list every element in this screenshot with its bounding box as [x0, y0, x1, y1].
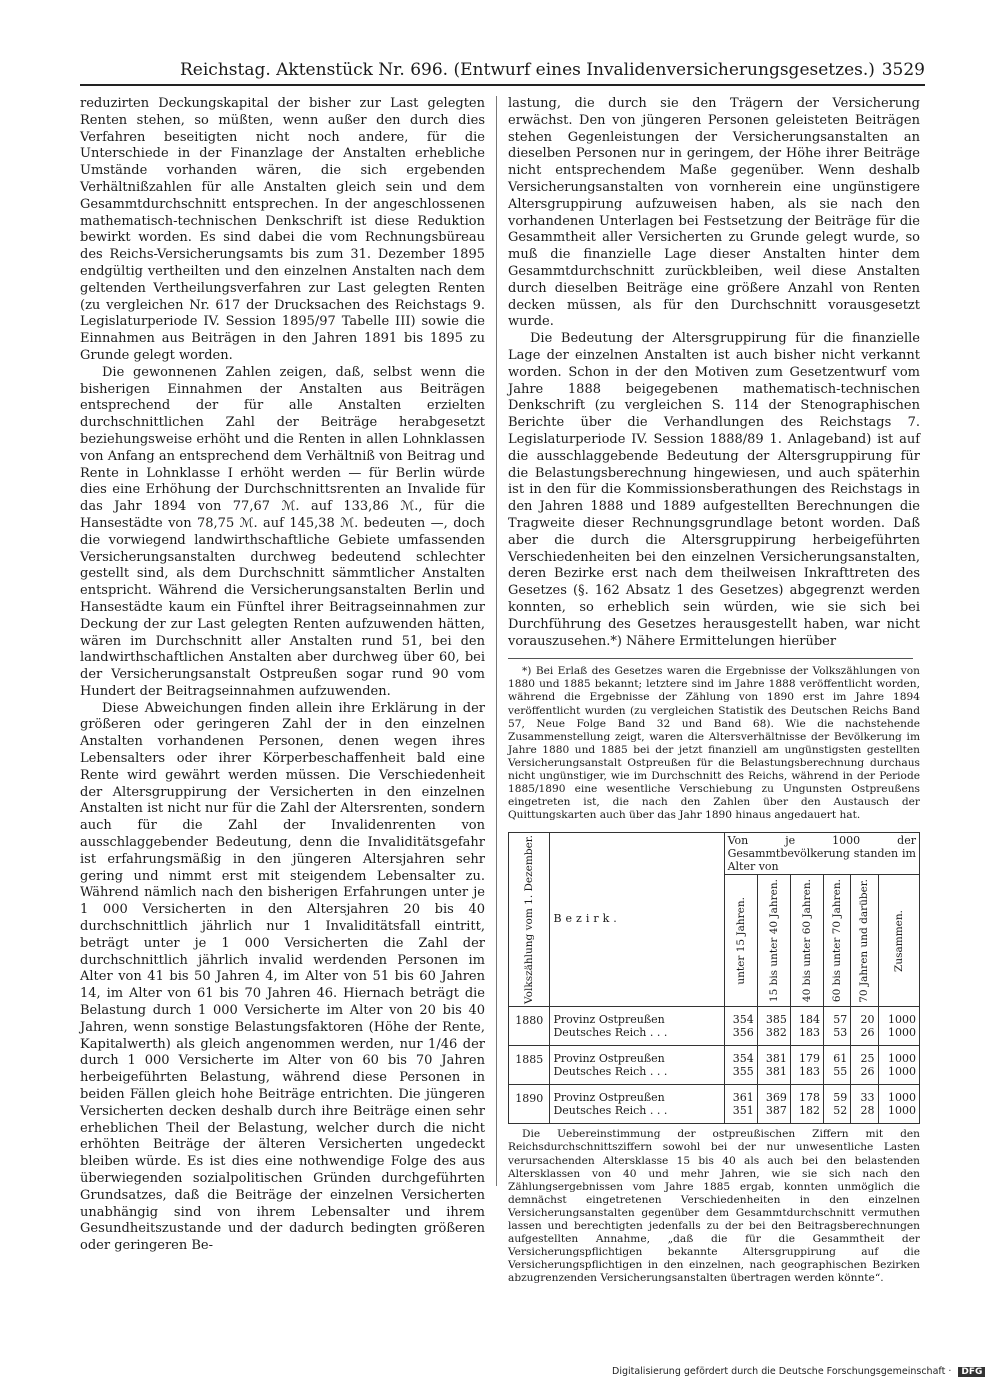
value-label: 25 [860, 1052, 875, 1066]
value-label: 178 [799, 1091, 821, 1105]
population-age-table [508, 832, 920, 1124]
table-cell-value [724, 1046, 757, 1085]
table-cell-value [757, 1007, 790, 1046]
table-header-age-3: 40 bis unter 60 Jahren. [790, 875, 823, 1007]
value-label: 1000 [888, 1052, 916, 1066]
table-cell-value [878, 1085, 920, 1124]
region-label: Provinz Ostpreußen [553, 1013, 665, 1027]
table-row [509, 1046, 920, 1085]
table-cell-value [724, 1007, 757, 1046]
value-label: 184 [799, 1013, 821, 1027]
table-cell-value [824, 1085, 851, 1124]
value-label: 179 [799, 1052, 821, 1066]
value-label: 55 [833, 1065, 848, 1079]
table-row [509, 1085, 920, 1124]
table-cell-value [824, 1046, 851, 1085]
value-label: 26 [860, 1065, 875, 1079]
value-label: 1000 [888, 1065, 916, 1079]
value-label: 57 [833, 1013, 848, 1027]
table-header-year: Volkszählung vom 1. Dezember. [509, 833, 550, 1007]
table-cell-year: 1890 [509, 1085, 550, 1124]
value-label: 351 [732, 1104, 754, 1118]
region-label: Deutsches Reich . . . [553, 1104, 668, 1118]
footnote-separator [508, 658, 913, 659]
left-paragraph-2: Die gewonnenen Zahlen zeigen, daß, selbst wenn die bisherigen Einnahmen der Anstalten aus Beiträgen entsprechend der für alle Anstalten erzielten durchschnittlichen Zahl der Beiträge herabgesetzt beziehungsweise erhöht und die Renten in allen Lohnklassen von Anfang an entsprechend dem Verhältniß von Beitrag und Rente in Lohnklasse I erhöht werden — für Berlin würde dies eine Erhöhung der Durchschnittsrenten an Invalide für das Jahr 1894 von 77,67 ℳ. auf 133,86 ℳ., für die Hansestädte von 78,75 ℳ. auf 145,38 ℳ. bedeuten —, doch die vorwiegend landwirthschaftliche Gebiete umfassenden Versicherungsanstalten durchweg bedeutend schlechter gestellt sind, als dem Durchschnitt sämmtlicher Anstalten entspricht. Während die Versicherungsanstalten Berlin und Hansestädte kaum ein Fünftel ihrer Beitragseinnahmen zur Deckung der zur Last gelegten Renten aufzuwenden hätten, wären im Durchschnitt aller Anstalten rund 51, bei den landwirthschaftlichen Anstalten aber durchweg über 60, bei der Versicherungsanstalt Ostpreußen sogar rund 90 vom Hundert der Beitragseinnahmen aufzuwenden. [80, 364, 485, 699]
credit-text: Digitalisierung gefördert durch die Deutsche Forschungsgemeinschaft · [612, 1366, 952, 1377]
table-cell-value [757, 1085, 790, 1124]
table-cell-value [790, 1085, 823, 1124]
value-label: 28 [860, 1104, 875, 1118]
table-cell-region [550, 1085, 724, 1124]
value-label: 183 [799, 1065, 821, 1079]
dfg-logo: DFG [958, 1367, 985, 1377]
table-cell-value [790, 1007, 823, 1046]
value-label: 53 [833, 1026, 848, 1040]
table-header-age-5: 70 Jahren und darüber. [851, 875, 878, 1007]
footnote-text: *) Bei Erlaß des Gesetzes waren die Ergebnisse der Volkszählungen von 1880 und 1885 bekannt; letztere sind im Jahre 1888 veröffentlicht worden, während die Ergebnisse der Zählung von 1890 erst im Jahre 1894 veröffentlicht wurden (zu vergleichen Statistik des Deutschen Reichs Band 57, Neue Folge Band 32 und Band 68). Wie die nachstehende Zusammenstellung zeigt, waren die Altersverhältnisse der Bevölkerung im Jahre 1880 und 1885 bei der jetzt finanziell am ungünstigsten gestellten Versicherungsanstalt Ostpreußen für die Belastungsberechnung durchaus nicht ungünstiger, wie im Durchschnitt des Reichs, während in der Periode 1885/1890 eine wesentliche Verschiebung zu Ungunsten Ostpreußens eingetreten ist, die nach den Zahlen über den Austausch der Quittungskarten auch über das Jahr 1890 hinaus angedauert hat. [508, 665, 920, 822]
table-cell-region [550, 1007, 724, 1046]
value-label: 361 [732, 1091, 754, 1105]
region-label: Deutsches Reich . . . [553, 1065, 668, 1079]
value-label: 59 [833, 1091, 848, 1105]
value-label: 183 [799, 1026, 821, 1040]
value-label: 1000 [888, 1091, 916, 1105]
footnote [508, 665, 920, 822]
table-cell-value [824, 1007, 851, 1046]
table-cell-value [878, 1046, 920, 1085]
value-label: 387 [765, 1104, 787, 1118]
value-label: 381 [765, 1065, 787, 1079]
left-paragraph-1: reduzirten Deckungskapital der bisher zur Last gelegten Renten stehen, so müßten, wenn außer den durch dies Verfahren beseitigten nicht noch andere, für die Unterschiede in der Finanzlage der Anstalten erhebliche Umstände vorhanden wären, die sich ergebenden Verhältnißzahlen für alle Anstalten gleich sein und dem Gesammtdurchschnitt entsprechen. In der angeschlossenen mathematisch-technischen Denkschrift ist diese Reduktion bewirkt worden. Es sind dabei die vom Rechnungsbüreau des Reichs-Versicherungsamts bis zum 31. Dezember 1895 endgültig vertheilten und den einzelnen Anstalten nach dem geltenden Vertheilungsverfahren zur Last gelegten Renten (zu vergleichen Nr. 617 der Drucksachen des Reichstags 9. Legislaturperiode IV. Session 1895/97 Tabelle III) sowie die Einnahmen aus Beiträgen in den Jahren 1891 bis 1895 zu Grunde gelegt worden. [80, 96, 485, 363]
value-label: 355 [732, 1065, 754, 1079]
right-paragraph-2: Die Bedeutung der Altersgruppirung für die finanzielle Lage der einzelnen Anstalten ist auch bisher nicht verkannt worden. Schon in der den Motiven zum Gesetzentwurf vom Jahre 1888 beigegebenen mathematisch-technischen Denkschrift (zu vergleichen S. 114 der Stenographischen Berichte über die Verhandlungen des Reichstags 7. Legislaturperiode IV. Session 1888/89 1. Anlageband) ist auf die ausschlaggebende Bedeutung der Altersgruppirung für die Belastungsberechnung hingewiesen, und auch späterhin ist in den für die Kommissionsberathungen des Reichstags in den Jahren 1888 und 1889 aufgestellten Berechnungen die Tragweite dieser Rechnungsgrundlage betont worden. Daß aber die durch die Altersgruppirung herbeigeführten Verschiedenheiten bei den einzelnen Versicherungsanstalten, deren Bezirke erst nach dem theilweisen Inkrafttreten des Gesetzes (§. 162 Absatz 1 des Gesetzes) abgegrenzt werden konnten, so erheblich sein würden, wie sie sich bei Durchführung des Gesetzes herausgestellt haben, war nicht vorauszusehen.*) Nähere Ermittelungen hierüber [508, 331, 920, 649]
table-note-text: Die Uebereinstimmung der ostpreußischen Ziffern mit den Reichsdurchschnittsziffern sowohl bei der nur unwesentliche Lasten verursachenden Altersklasse 15 bis 40 als auch bei den belastenden Altersklassen von 40 und mehr Jahren, wie sie sich nach den Zählungsergebnissen vom Jahre 1885 ergab, konnten unmöglich die demnächst eingetretenen Verschiedenheiten in den einzelnen Versicherungsanstalten gegenüber dem Gesammtdurchschnitt vermuthen lassen und berechtigten jedenfalls zu der bei den Beitragsberechnungen aufgestellten Annahme, „daß die für die Gesammtheit der Versicherungspflichtigen bekannte Altersgruppirung auf die Versicherungspflichtigen in den einzelnen, nach geographischen Bezirken abzugrenzenden Versicherungsanstalten übertragen werden könnte“. [508, 1128, 920, 1285]
table-cell-region [550, 1046, 724, 1085]
value-label: 61 [833, 1052, 848, 1066]
value-label: 52 [833, 1104, 848, 1118]
digitization-credit [612, 1366, 985, 1377]
table-cell-year: 1885 [509, 1046, 550, 1085]
value-label: 1000 [888, 1013, 916, 1027]
table-row [509, 1007, 920, 1046]
value-label: 1000 [888, 1026, 916, 1040]
table-cell-value [757, 1046, 790, 1085]
page-number: 3529 [881, 60, 925, 80]
value-label: 354 [732, 1013, 754, 1027]
left-column [80, 96, 485, 1255]
table-cell-value [851, 1046, 878, 1085]
value-label: 385 [765, 1013, 787, 1027]
table-note [508, 1128, 920, 1285]
table-header-region: Bezirk. [550, 833, 724, 1007]
table-header-age-4: 60 bis unter 70 Jahren. [824, 875, 851, 1007]
table-header-age-2: 15 bis unter 40 Jahren. [757, 875, 790, 1007]
value-label: 182 [799, 1104, 821, 1118]
value-label: 20 [860, 1013, 875, 1027]
table-header-total: Zusammen. [878, 875, 920, 1007]
region-label: Provinz Ostpreußen [553, 1052, 665, 1066]
value-label: 354 [732, 1052, 754, 1066]
value-label: 369 [765, 1091, 787, 1105]
table-cell-value [878, 1007, 920, 1046]
column-divider [496, 96, 497, 1186]
table-header-age-1: unter 15 Jahren. [724, 875, 757, 1007]
region-label: Deutsches Reich . . . [553, 1026, 668, 1040]
value-label: 381 [765, 1052, 787, 1066]
value-label: 382 [765, 1026, 787, 1040]
left-paragraph-3: Diese Abweichungen finden allein ihre Erklärung in der größeren oder geringeren Zahl der in den einzelnen Anstalten vorhandenen Personen, denen wegen ihres Lebensalters oder ihrer Körperbeschaffenheit bald eine Rente wird gewährt werden müssen. Die Verschiedenheit der Altersgruppirung der Versicherten in den einzelnen Anstalten ist nicht nur für die Zahl der Altersrenten, sondern auch für die Zahl der Invalidenrenten von ausschlaggebender Bedeutung, denn die Invaliditätsgefahr ist erfahrungsmäßig in den jüngeren Altersjahren sehr gering und nimmt erst mit steigendem Lebensalter zu. Während nämlich nach den bisherigen Erfahrungen unter je 1 000 Versicherten in den Altersjahren 20 bis 40 durchschnittlich jährlich nur 1 Invaliditätsfall eintritt, beträgt unter je 1 000 Versicherten die Zahl der durchschnittlich jährlich invalid werdenden Personen im Alter von 41 bis 50 Jahren 4, im Alter von 51 bis 60 Jahren 14, im Alter von 61 bis 70 Jahren 46. Hiernach beträgt die Belastung durch 1 000 Versicherte im Alter von 20 bis 40 Jahren, wenn sonstige Belastungsfaktoren (Höhe der Rente, Kapitalwerth) als gleich angenommen werden, nur 1/46 der durch 1 000 Versicherte im Alter von 60 bis 70 Jahren herbeigeführten Belastung, während diese Personen in beiden Fällen gleich hohe Beiträge entrichten. Die jüngeren Versicherten decken deshalb durch ihre Beiträge einen sehr erheblichen Theil der Belastung, welcher durch die nicht erhöhten Beiträge der älteren Versicherten ungedeckt bleiben würde. Es ist dies eine nothwendige Folge des aus überwiegenden sozialpolitischen Gründen durchgeführten Grundsatzes, daß die Beiträge der einzelnen Versicherten unabhängig sind von ihrem Lebensalter und ihrem Gesundheitszustande und der dadurch bedingten größeren oder geringeren Be- [80, 700, 485, 1254]
right-column [508, 96, 920, 1285]
page-title: Reichstag. Aktenstück Nr. 696. (Entwurf eines Invalidenversicherungsgesetzes.) [180, 60, 875, 80]
table-cell-value [724, 1085, 757, 1124]
table-cell-value [851, 1085, 878, 1124]
table-header-group: Von je 1000 der Gesammtbevölkerung standen im Alter von [724, 833, 919, 875]
value-label: 1000 [888, 1104, 916, 1118]
value-label: 356 [732, 1026, 754, 1040]
value-label: 26 [860, 1026, 875, 1040]
table-cell-year: 1880 [509, 1007, 550, 1046]
value-label: 33 [860, 1091, 875, 1105]
table-body [509, 1007, 920, 1124]
page-header [80, 58, 925, 86]
right-paragraph-1: lastung, die durch sie den Trägern der Versicherung erwächst. Den von jüngeren Personen geleisteten Beiträgen stehen Gegenleistungen der Versicherungsanstalten an dieselben Personen nur in geringem, der Höhe ihrer Beiträge nicht entsprechendem Maße gegenüber. Wenn deshalb Versicherungsanstalten von vornherein eine ungünstigere Altersgruppirung aufzuweisen haben, als sie nach den vorhandenen Unterlagen bei Festsetzung der Beiträge für die Gesammtheit aller Versicherten zu Grunde gelegt wurde, so muß die finanzielle Lage dieser Anstalten hinter dem Gesammtdurchschnitt zurückbleiben, weil diese Anstalten durch dieselben Beiträge eine größere Anzahl von Renten decken müssen, als für den Durchschnitt vorausgesetzt wurde. [508, 96, 920, 330]
region-label: Provinz Ostpreußen [553, 1091, 665, 1105]
table-cell-value [851, 1007, 878, 1046]
table-cell-value [790, 1046, 823, 1085]
